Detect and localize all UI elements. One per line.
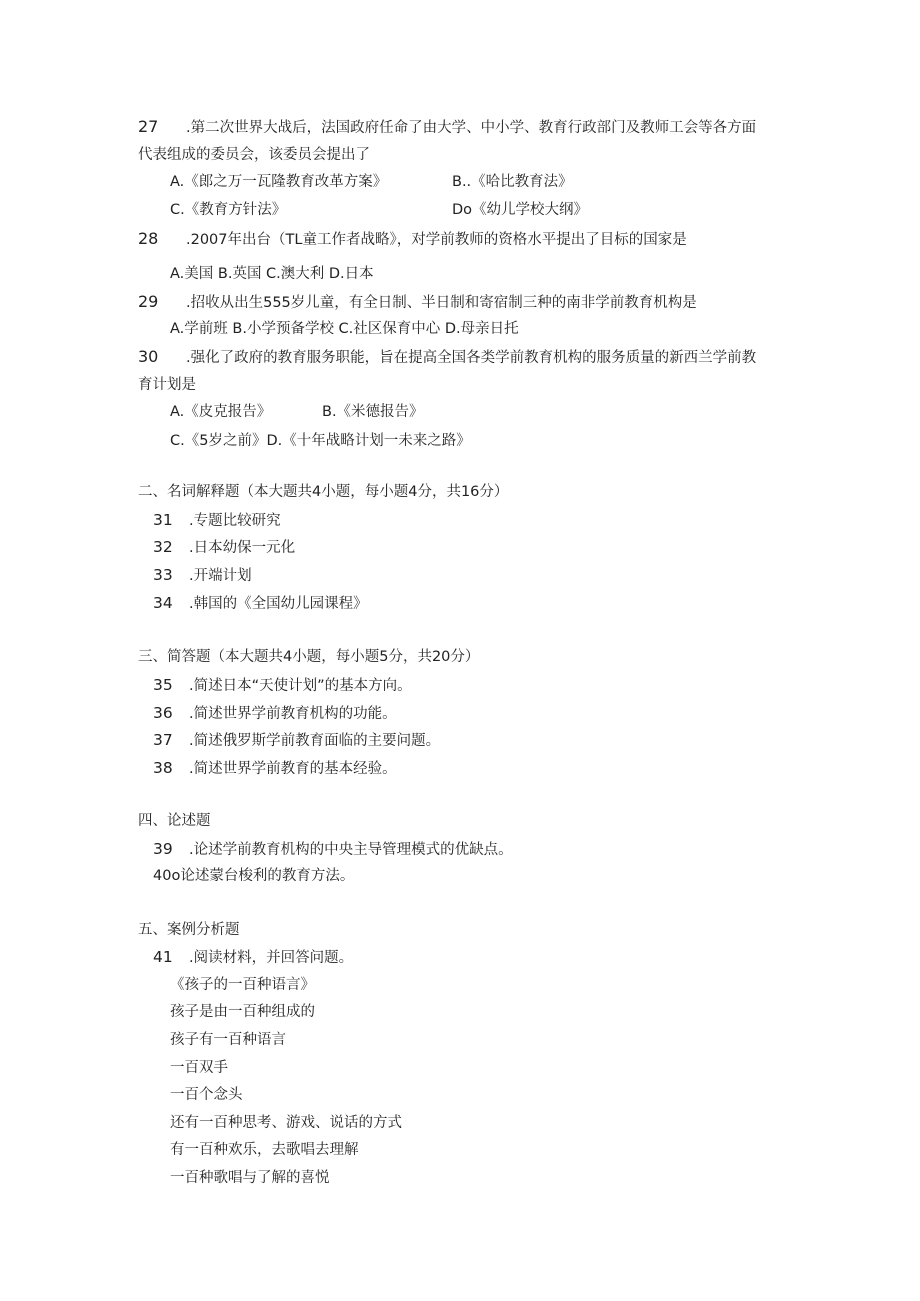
option-c: C.《教育方针法》 bbox=[170, 202, 287, 218]
option-d: Do《幼儿学校大纲》 bbox=[452, 202, 589, 218]
list-item bbox=[153, 593, 368, 614]
list-item bbox=[153, 510, 281, 531]
item-number: 37 bbox=[153, 731, 173, 749]
item-number: 36 bbox=[153, 704, 173, 722]
item-text: .专题比较研究 bbox=[189, 513, 281, 529]
question-30 bbox=[138, 347, 756, 368]
list-item bbox=[153, 703, 397, 724]
question-30-continuation: 育计划是 bbox=[138, 377, 196, 393]
question-text: .强化了政府的教育服务职能，旨在提高全国各类学前教育机构的服务质量的新西兰学前教 bbox=[186, 350, 757, 366]
item-text: .简述俄罗斯学前教育面临的主要问题。 bbox=[189, 733, 441, 749]
section-3-title: 三、简答题（本大题共4小题，每小题5分，共20分） bbox=[138, 649, 480, 665]
question-number: 29 bbox=[138, 292, 159, 311]
option-b: B.《米德报告》 bbox=[322, 404, 424, 420]
question-number: 28 bbox=[138, 229, 159, 248]
question-text: .招收从出生555岁儿童，有全日制、半日制和寄宿制三种的南非学前教育机构是 bbox=[186, 295, 697, 311]
question-29-options: A.学前班 B.小学预备学校 C.社区保育中心 D.母亲日托 bbox=[170, 321, 519, 337]
item-number: 38 bbox=[153, 759, 173, 777]
option-a: A.《郎之万一瓦隆教育改革方案》 bbox=[170, 174, 388, 190]
option-a: A.《皮克报告》 bbox=[170, 404, 272, 420]
poem-line: 孩子有一百种语言 bbox=[170, 1032, 286, 1048]
question-40: 40o论述蒙台梭利的教育方法。 bbox=[153, 868, 355, 884]
section-5-title: 五、案例分析题 bbox=[138, 922, 240, 938]
item-number: 34 bbox=[153, 594, 173, 612]
question-text: .第二次世界大战后，法国政府任命了由大学、中小学、教育行政部门及教师工会等各方面 bbox=[186, 120, 757, 136]
item-text: .简述日本“天使计划”的基本方向。 bbox=[189, 678, 412, 694]
question-number: 30 bbox=[138, 347, 159, 366]
item-text: .阅读材料，并回答问题。 bbox=[189, 950, 354, 966]
question-text: .2007年出台（TL童工作者战略》，对学前教师的资格水平提出了目标的国家是 bbox=[186, 232, 687, 248]
section-2-title: 二、名词解释题（本大题共4小题，每小题4分，共16分） bbox=[138, 484, 509, 500]
item-number: 35 bbox=[153, 676, 173, 694]
question-number: 27 bbox=[138, 117, 159, 136]
poem-title: 《孩子的一百种语言》 bbox=[170, 977, 315, 993]
item-number: 33 bbox=[153, 566, 173, 584]
item-number: 32 bbox=[153, 538, 173, 556]
option-b: B..《哈比教育法》 bbox=[452, 174, 573, 190]
item-number: 31 bbox=[153, 511, 173, 529]
question-28 bbox=[138, 229, 687, 250]
item-number: 39 bbox=[153, 840, 173, 858]
item-text: .简述世界学前教育的基本经验。 bbox=[189, 761, 397, 777]
item-text: .韩国的《全国幼儿园课程》 bbox=[189, 596, 368, 612]
poem-line: 还有一百种思考、游戏、说话的方式 bbox=[170, 1115, 402, 1131]
question-27-continuation: 代表组成的委员会，该委员会提出了 bbox=[138, 147, 370, 163]
list-item bbox=[153, 565, 252, 586]
option-cd: C.《5岁之前》D.《十年战略计划一未来之路》 bbox=[170, 433, 471, 449]
poem-line: 一百个念头 bbox=[170, 1087, 243, 1103]
list-item bbox=[153, 730, 440, 751]
list-item bbox=[153, 675, 412, 696]
question-29 bbox=[138, 292, 697, 313]
section-4-title: 四、论述题 bbox=[138, 813, 211, 829]
question-27 bbox=[138, 117, 756, 138]
question-41 bbox=[153, 947, 353, 968]
list-item bbox=[153, 758, 397, 779]
poem-line: 一百双手 bbox=[170, 1060, 228, 1076]
question-28-options: A.美国 B.英国 C.澳大利 D.日本 bbox=[170, 266, 374, 282]
poem-line: 一百种歌唱与了解的喜悦 bbox=[170, 1170, 330, 1186]
poem-line: 有一百种欢乐，去歌唱去理解 bbox=[170, 1142, 359, 1158]
item-text: .论述学前教育机构的中央主导管理模式的优缺点。 bbox=[189, 842, 513, 858]
item-number: 41 bbox=[153, 948, 173, 966]
list-item bbox=[153, 839, 513, 860]
list-item bbox=[153, 537, 295, 558]
poem-line: 孩子是由一百种组成的 bbox=[170, 1004, 315, 1020]
item-text: .日本幼保一元化 bbox=[189, 540, 296, 556]
item-text: .开端计划 bbox=[189, 568, 252, 584]
item-text: .简述世界学前教育机构的功能。 bbox=[189, 706, 397, 722]
